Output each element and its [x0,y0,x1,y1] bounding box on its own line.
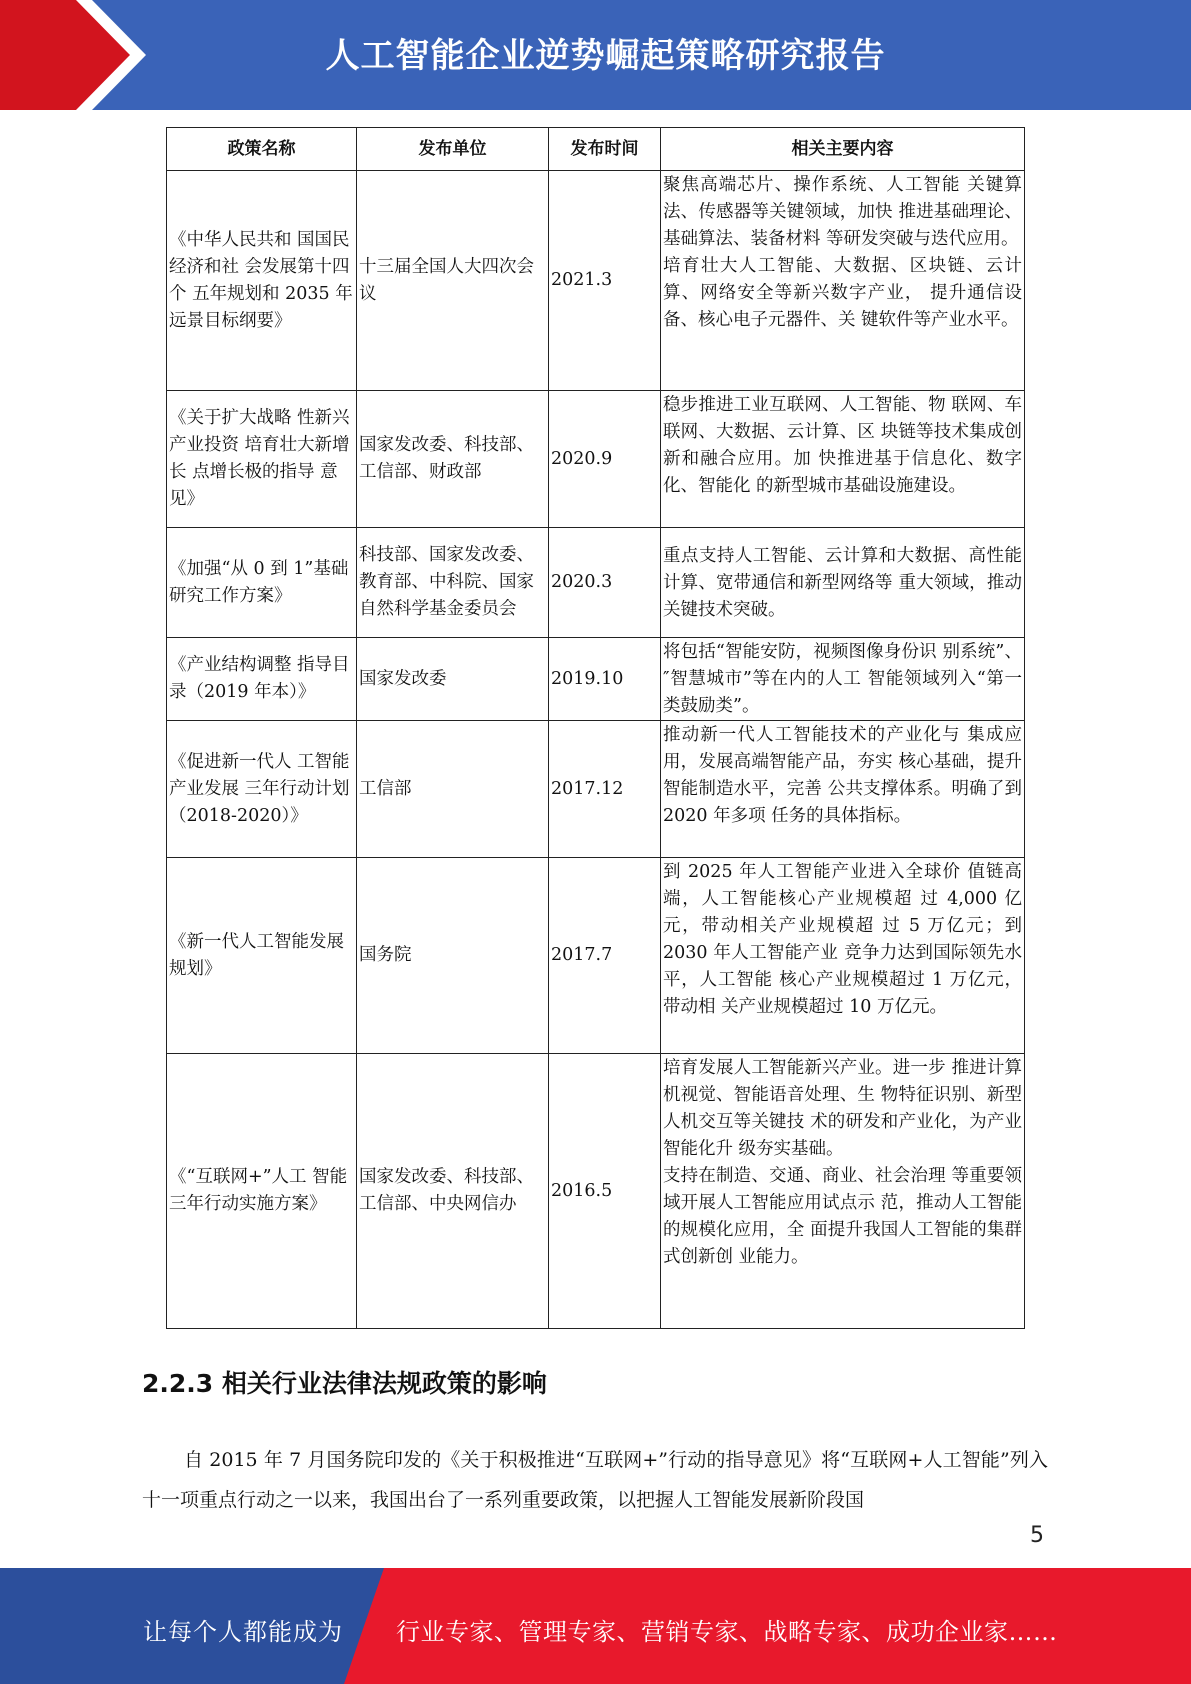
page-footer [0,1568,1191,1684]
content-paragraph: 将包括“智能安防，视频图像身份识 别系统”、″智慧城市”等在内的人工 智能领域列入“第一类鼓励类”。 [663,642,1022,716]
date-cell: 2017.7 [549,858,661,1054]
table-row [167,1054,1025,1329]
policy-name-cell: 《产业结构调整 指导目录（2019 年本）》 [167,638,357,721]
content-cell [661,391,1025,528]
policy-name-cell: 《新一代人工智能发展规划》 [167,858,357,1054]
content-cell [661,858,1025,1054]
table-row [167,391,1025,528]
policy-name-cell: 《中华人民共和 国国民经济和社 会发展第十四个 五年规划和 2035 年远景目标纲要》 [167,171,357,391]
date-cell: 2019.10 [549,638,661,721]
issuer-cell: 国家发改委 [357,638,549,721]
footer-slogan-right: 行业专家、管理专家、营销专家、战略专家、成功企业家…… [396,1618,1058,1646]
column-header-date: 发布时间 [549,128,661,171]
content-cell [661,171,1025,391]
issuer-cell: 十三届全国人大四次会议 [357,171,549,391]
body-paragraph: 自 2015 年 7 月国务院印发的《关于积极推进“互联网+”行动的指导意见》将“互联网+人工智能”列入十一项重点行动之一以来，我国出台了一系列重要政策，以把握人工智能发展新阶段国 [142,1449,1048,1511]
date-cell: 2021.3 [549,171,661,391]
content-paragraph: 推动新一代人工智能技术的产业化与 集成应用，发展高端智能产品，夯实 核心基础，提升智能制造水平，完善 公共支撑体系。明确了到 2020 年多项 任务的具体指标。 [663,725,1022,826]
issuer-cell: 国家发改委、科技部、工信部、财政部 [357,391,549,528]
policy-table [166,127,1025,1329]
footer-slogan-left: 让每个人都能成为 [143,1618,343,1646]
section-heading: 2.2.3 相关行业法律法规政策的影响 [142,1369,547,1398]
report-title: 人工智能企业逆势崛起策略研究报告 [325,36,886,76]
date-cell: 2017.12 [549,721,661,858]
content-cell [661,721,1025,858]
content-paragraph: 聚焦高端芯片、操作系统、人工智能 关键算法、传感器等关键领域，加快 推进基础理论、基础算法、装备材料 等研发突破与迭代应用。 [663,175,1022,249]
policy-name-cell: 《加强“从 0 到 1”基础研究工作方案》 [167,528,357,638]
table-row [167,721,1025,858]
content-cell [661,1054,1025,1329]
content-paragraph: 培育壮大人工智能、大数据、区块链、云计算、网络安全等新兴数字产业， 提升通信设备、核心电子元器件、关 键软件等产业水平。 [663,256,1022,330]
content-cell [661,528,1025,638]
column-header-content: 相关主要内容 [661,128,1025,171]
page-header [0,0,1191,110]
date-cell: 2020.3 [549,528,661,638]
table-header-row [167,128,1025,171]
table-row [167,858,1025,1054]
issuer-cell: 工信部 [357,721,549,858]
policy-name-cell: 《“互联网+”人工 智能三年行动实施方案》 [167,1054,357,1329]
issuer-cell: 科技部、国家发改委、教育部、中科院、国家自然科学基金委员会 [357,528,549,638]
policy-name-cell: 《促进新一代人 工智能产业发展 三年行动计划（2018-2020）》 [167,721,357,858]
table-row [167,528,1025,638]
content-paragraph: 重点支持人工智能、云计算和大数据、高性能计算、宽带通信和新型网络等 重大领域，推动关键技术突破。 [663,545,1022,620]
content-paragraph: 到 2025 年人工智能产业进入全球价 值链高端，人工智能核心产业规模超 过 4,000 亿元，带动相关产业规模超 过 5 万亿元；到 2030 年人工智能产业 竞争力达到国际领先水平，人工智能 核心产业规模超过 1 万亿元，带动相 关产业规模超过 10 万亿元。 [663,862,1022,1017]
content-paragraph: 稳步推进工业互联网、人工智能、物 联网、车联网、大数据、云计算、区 块链等技术集成创新和融合应用。加 快推进基于信息化、数字化、智能化 的新型城市基础设施建设。 [663,395,1022,496]
issuer-cell: 国务院 [357,858,549,1054]
table-row [167,638,1025,721]
column-header-issuer: 发布单位 [357,128,549,171]
table-row [167,171,1025,391]
column-header-policy-name: 政策名称 [167,128,357,171]
content-cell [661,638,1025,721]
page-number: 5 [1030,1523,1044,1548]
content-paragraph: 培育发展人工智能新兴产业。进一步 推进计算机视觉、智能语音处理、生 物特征识别、新型人机交互等关键技 术的研发和产业化，为产业智能化升 级夯实基础。 [663,1058,1022,1159]
date-cell: 2020.9 [549,391,661,528]
content-paragraph: 支持在制造、交通、商业、社会治理 等重要领域开展人工智能应用试点示 范，推动人工智能的规模化应用，全 面提升我国人工智能的集群式创新创 业能力。 [663,1166,1022,1267]
issuer-cell: 国家发改委、科技部、工信部、中央网信办 [357,1054,549,1329]
policy-name-cell: 《关于扩大战略 性新兴产业投资 培育壮大新增长 点增长极的指导 意见》 [167,391,357,528]
date-cell: 2016.5 [549,1054,661,1329]
